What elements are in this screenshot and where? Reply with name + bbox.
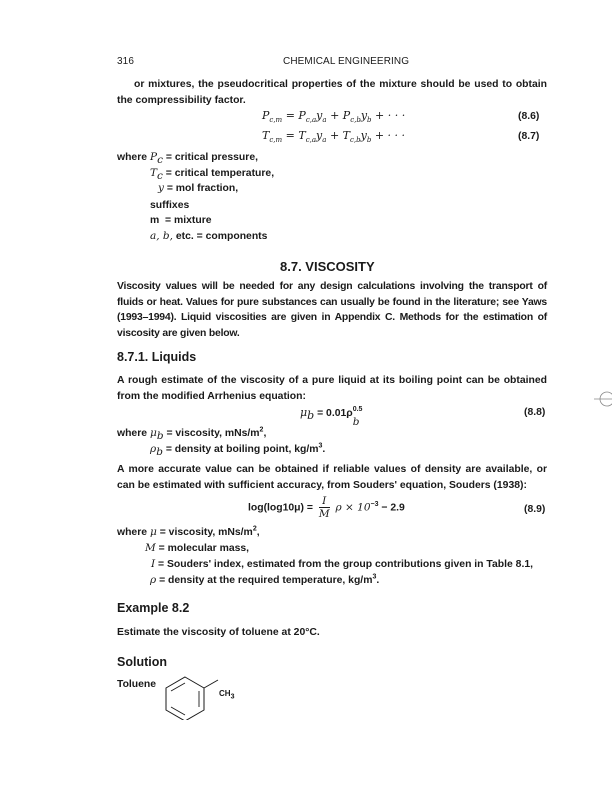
methyl-bond <box>204 680 218 688</box>
equation-number-8-8: (8.8) <box>524 407 546 418</box>
definition-viscosity-boiling: $\mu_b$ = viscosity, mNs/$m^2$, <box>150 426 267 443</box>
equation-8-8: $\mu_b = 0.01\rho$ 0.5 b <box>300 406 363 428</box>
definition-mol-fraction: y = mol fraction, <box>158 182 239 194</box>
subsection-title: 8.7.1. Liquids <box>117 350 197 364</box>
running-title: CHEMICAL ENGINEERING <box>283 56 410 67</box>
definition-souders-index: I = Souders' index, estimated from the group contributions given in Table 8.1, <box>151 558 534 570</box>
equation-8-6: $P_{c,m} = P_{c,a}y_a + P_{c,b}y_b$ + · · · <box>262 109 406 125</box>
page-number: 316 <box>117 56 134 67</box>
subsection-paragraph-2: A more accurate value can be obtained if reliable values of density are available, or can be estimated with sufficient accuracy, from Souders' equation, Souders (1938): <box>117 464 547 491</box>
where-label: where <box>117 152 148 163</box>
methyl-label: $CH_3$ <box>219 689 235 701</box>
definition-molecular-mass: M = molecular mass, <box>145 542 250 554</box>
equation-number-8-9: (8.9) <box>524 504 546 515</box>
definition-critical-temperature: $T_c$ = critical temperature, <box>150 167 275 183</box>
suffixes-label: suffixes <box>150 200 190 211</box>
compound-label: Toluene <box>117 679 157 690</box>
definition-density-boiling: $\rho_b$ = density at boiling point, $kg/m^3$. <box>150 442 326 459</box>
subsection-paragraph-1: A rough estimate of the viscosity of a pure liquid at its boiling point can be obtained from the modified Arrhenius equation: <box>117 375 547 402</box>
example-statement: Estimate the viscosity of toluene at 20°C. <box>117 627 320 638</box>
equation-8-7: $T_{c,m} = T_{c,a}y_a + T_{c,b}y_b$ + · · · <box>262 129 406 145</box>
definition-components: a, b, etc. = components <box>150 230 268 242</box>
equation-8-9: log(log10μ) = $\frac{I}{M}$ $\rho \times 10^{-3} - 2.9$ <box>248 495 405 520</box>
definition-mixture: m = mixture <box>150 215 212 226</box>
example-title: Example 8.2 <box>117 601 190 615</box>
equation-number-8-6: (8.6) <box>518 111 540 122</box>
intro-paragraph: or mixtures, the pseudocritical properties of the mixture should be used to obtain the compressibility factor. <box>117 79 547 106</box>
where-label-3: where <box>117 527 148 538</box>
where-label-2: where <box>117 428 148 439</box>
definition-density: ρ = density at the required temperature, $kg/m^3$. <box>150 573 380 586</box>
definition-viscosity: μ = viscosity, mNs/$m^2$, <box>150 525 260 538</box>
section-paragraph: Viscosity values will be needed for any design calculations involving the transport of fluids or heat. Values for pure substances can usually be found in the literature; see Yaws (1993–1994). Liquid viscosities are given in Appendix C. Methods for the estimation of viscosity are given below. <box>117 281 547 339</box>
crop-mark <box>590 388 612 410</box>
solution-title: Solution <box>117 655 167 669</box>
definition-critical-pressure: $P_c$ = critical pressure, <box>150 151 258 167</box>
equation-number-8-7: (8.7) <box>518 131 540 142</box>
section-title: 8.7. VISCOSITY <box>280 259 375 274</box>
